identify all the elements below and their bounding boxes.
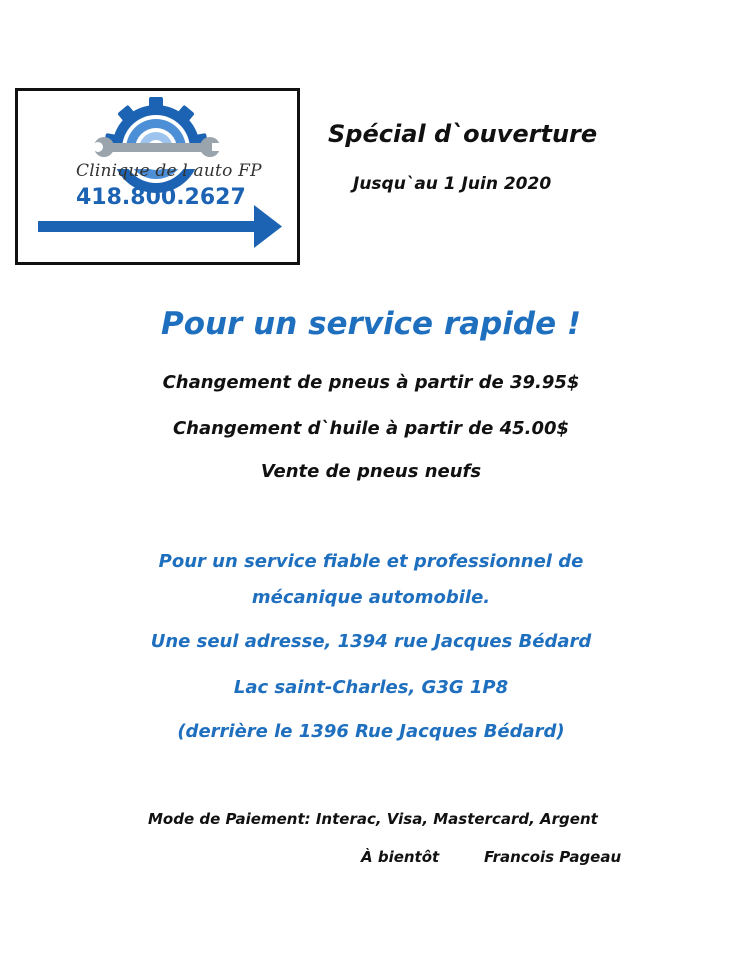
farewell: À bientôt bbox=[361, 848, 440, 866]
payment-methods: Mode de Paiement: Interac, Visa, Mastercard, Argent bbox=[148, 810, 598, 828]
service-tire-change: Changement de pneus à partir de 39.95$ bbox=[162, 372, 580, 393]
info-line-1: Pour un service fiable et professionnel de bbox=[158, 551, 584, 572]
logo bbox=[15, 88, 300, 265]
city-postal: Lac saint-Charles, G3G 1P8 bbox=[233, 677, 509, 698]
signature: Francois Pageau bbox=[484, 848, 622, 866]
logo-name: Clinique de l auto FP bbox=[76, 161, 262, 181]
service-new-tires: Vente de pneus neufs bbox=[260, 461, 482, 482]
special-title: Spécial d`ouverture bbox=[328, 120, 598, 148]
arrow-right-icon bbox=[38, 205, 282, 248]
info-line-2: mécanique automobile. bbox=[251, 587, 491, 608]
address: Une seul adresse, 1394 rue Jacques Bédard bbox=[150, 631, 592, 652]
service-oil-change: Changement d`huile à partir de 45.00$ bbox=[172, 418, 570, 439]
address-note: (derrière le 1396 Rue Jacques Bédard) bbox=[177, 721, 565, 742]
headline: Pour un service rapide ! bbox=[160, 306, 582, 342]
special-date: Jusqu`au 1 Juin 2020 bbox=[353, 174, 552, 194]
logo-phone: 418.800.2627 bbox=[76, 185, 246, 210]
